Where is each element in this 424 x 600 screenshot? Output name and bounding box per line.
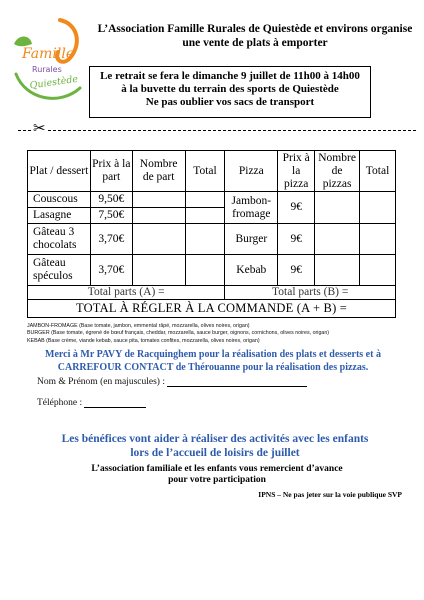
dish-count-cell[interactable] <box>132 224 185 255</box>
pizza-name: Kebab <box>225 255 278 286</box>
dish-name: Couscous <box>28 192 91 208</box>
family-thanks-line-1: L’association familiale et les enfants vous remercient d’avance <box>91 464 343 474</box>
pizza-count-cell[interactable] <box>315 192 360 224</box>
phone-input-line[interactable] <box>84 398 146 408</box>
pizza-count-cell[interactable] <box>315 224 360 255</box>
dish-name: Gâteau spéculos <box>28 255 91 286</box>
dish-total-cell[interactable] <box>185 255 225 286</box>
logo-word-rurales: Rurales <box>32 65 62 74</box>
phone-label: Téléphone : <box>37 398 83 408</box>
dish-price: 3,70€ <box>90 224 132 255</box>
benefits-line-1: Les bénéfices vont aider à réaliser des activités avec les enfants <box>61 433 369 445</box>
total-b-label: Total parts (B) = <box>225 286 396 300</box>
grand-total-row <box>28 300 396 318</box>
pickup-line-1: Le retrait se fera le dimanche 9 juillet de 11h00 à 14h00 <box>100 70 360 82</box>
table-row <box>28 192 396 208</box>
benefits-line-2: lors de l’accueil de loisirs de juillet <box>130 447 300 459</box>
total-a-label: Total parts (A) = <box>28 286 225 300</box>
dish-count-cell[interactable] <box>132 208 185 224</box>
dish-price: 3,70€ <box>90 255 132 286</box>
pizza-name: Burger <box>225 224 278 255</box>
scissors-icon: ✂ <box>33 119 46 137</box>
sponsor-line-2: CARREFOUR CONTACT de Thérouanne pour la réalisation des pizzas. <box>57 361 369 373</box>
header-line-2: une vente de plats à emporter <box>182 37 328 49</box>
header-pizza-count: Nombre de pizzas <box>315 151 360 192</box>
subtotals-row <box>28 286 396 300</box>
header-line-1: L’Association Famille Rurales de Quiestède et environs organise <box>97 23 413 35</box>
header-unit-price: Prix à la part <box>90 151 132 192</box>
pizza-name: Jambon-fromage <box>225 192 278 224</box>
cut-dashes <box>18 130 416 131</box>
pizza-price: 9€ <box>278 192 315 224</box>
pizza-price: 9€ <box>278 224 315 255</box>
pizza-ingredient-notes <box>27 323 422 345</box>
name-input-line[interactable] <box>167 377 307 387</box>
pizza-total-cell[interactable] <box>360 192 396 224</box>
pizza-total-cell[interactable] <box>360 224 396 255</box>
sponsor-thanks <box>26 349 400 374</box>
pickup-info-box <box>89 66 371 118</box>
header-dish: Plat / dessert <box>28 151 91 192</box>
logo-word-quiestede: Quiestède <box>29 73 79 92</box>
dish-total-cell[interactable] <box>185 208 225 224</box>
header-count-parts: Nombre de part <box>132 151 185 192</box>
dish-total-cell[interactable] <box>185 192 225 208</box>
grand-total-label: TOTAL À RÉGLER À LA COMMANDE (A + B) = <box>28 300 396 318</box>
family-thanks <box>72 464 362 486</box>
dish-name: Lasagne <box>28 208 91 224</box>
cut-line <box>18 119 416 137</box>
dish-name: Gâteau 3 chocolats <box>28 224 91 255</box>
pizza-price: 9€ <box>278 255 315 286</box>
pizza-count-cell[interactable] <box>315 255 360 286</box>
note-burger: BURGER (Base tomate, égrené de bœuf français, cheddar, mozzarella, sauce burger, oignons, cornichons, olives noires, origan) <box>27 330 330 337</box>
table-header-row <box>28 151 396 192</box>
header-total: Total <box>185 151 225 192</box>
name-label: Nom & Prénom (en majuscules) : <box>37 377 165 387</box>
association-logo <box>8 14 88 104</box>
ipns-notice: IPNS – Ne pas jeter sur la voie publique SVP <box>258 490 402 499</box>
note-kebab: KEBAB (Base crème, viande kebab, sauce pita, tomates confites, mozzarella, olives noires, origan) <box>27 337 260 344</box>
dish-price: 7,50€ <box>90 208 132 224</box>
logo-word-famille: Famille <box>22 46 75 62</box>
name-field <box>37 377 307 387</box>
pizza-total-cell[interactable] <box>360 255 396 286</box>
header-pizza: Pizza <box>225 151 278 192</box>
family-thanks-line-2: pour votre participation <box>168 475 266 485</box>
sponsor-line-1: Merci à Mr PAVY de Racquinghem pour la réalisation des plats et desserts et à <box>45 349 381 360</box>
pickup-line-3: Ne pas oublier vos sacs de transport <box>145 96 315 108</box>
table-row <box>28 255 396 286</box>
header-title <box>90 22 420 50</box>
dish-count-cell[interactable] <box>132 192 185 208</box>
dish-price: 9,50€ <box>90 192 132 208</box>
dish-total-cell[interactable] <box>185 224 225 255</box>
dish-count-cell[interactable] <box>132 255 185 286</box>
note-jambon: JAMBON-FROMAGE (Base tomate, jambon, emmental râpé, mozzarella, olives noires, origan) <box>27 323 250 329</box>
pickup-line-2: à la buvette du terrain des sports de Quiestède <box>121 83 339 95</box>
header-pizza-price: Prix à la pizza <box>278 151 315 192</box>
phone-field <box>37 398 146 408</box>
table-row <box>28 224 396 255</box>
header-pizza-total: Total <box>360 151 396 192</box>
order-form-table <box>27 150 396 318</box>
logo-leaf <box>14 37 32 47</box>
benefits-message <box>40 432 390 460</box>
